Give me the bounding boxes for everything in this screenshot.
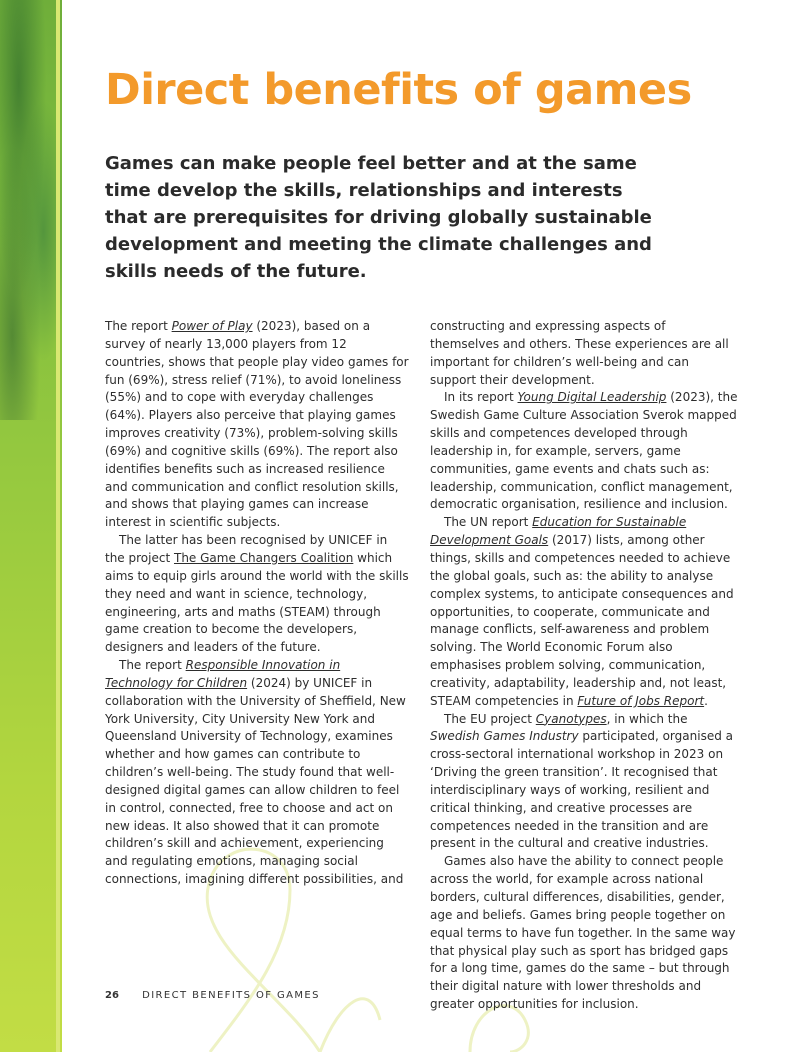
left-column — [105, 318, 410, 889]
right-column — [430, 318, 738, 1014]
paragraph: The latter has been recognised by UNICEF in the project The Game Changers Coalition which aims to equip girls around the world with the skills they need and want in science, technology, engineering, arts and maths (STEAM) through game creation to become the developers, designers and leaders of the future. — [105, 533, 409, 655]
paragraph: In its report Young Digital Leadership (2023), the Swedish Game Culture Association Sverok mapped skills and competences developed through leadership in, for example, servers, game communities, game events and chats such as: leadership, communication, conflict management, democratic organisation, resilience and inclusion. — [430, 390, 738, 512]
page-title: Direct benefits of games — [105, 65, 692, 115]
page-footer — [105, 990, 320, 1001]
paragraph: The EU project Cyanotypes, in which the Swedish Games Industry participated, organised a cross-sectoral international workshop in 2023 on ‘Driving the green transition’. It recognised that interdisciplinary ways of working, resilient and critical thinking, and creative processes are competences needed in the transition and are present in the cultural and creative industries. — [430, 711, 733, 851]
paragraph: The report Responsible Innovation in Technology for Children (2024) by UNICEF in collaboration with the University of Sheffield, New York University, City University New York and Queensland University of Technology, examines whether and how games can contribute to children’s well-being. The study found that well-designed digital games can allow children to feel in control, connected, free to choose and act on new ideas. It also showed that it can promote children’s skill and achievement, experiencing and regulating emotions, managing social connections, imagining different possibilities, and — [105, 658, 406, 887]
page-number: 26 — [105, 990, 119, 1001]
cyanotypes-link[interactable]: Cyanotypes — [535, 711, 607, 726]
lead-paragraph: Games can make people feel better and at the same time develop the skills, relationships and interests that are prerequisites for driving globally sustainable development and meeting the climate challenges and skills needs of the future. — [105, 153, 652, 282]
young-digital-leadership-link[interactable]: Young Digital Leadership — [517, 390, 667, 405]
game-changers-coalition-link[interactable]: The Game Changers Coalition — [173, 550, 354, 565]
paragraph: The report Power of Play (2023), based on a survey of nearly 13,000 players from 12 countries, shows that people play video games for fun (69%), stress relief (71%), to avoid loneliness (55%) and to cope with everyday challenges (64%). Players also perceive that playing games improves creativity (73%), problem-solving skills (69%) and cognitive skills (69%). The report also identifies benefits such as increased resilience and communication and conflict resolution skills, and shows that playing games can increase interest in scientific subjects. — [105, 319, 409, 530]
side-accent-line — [56, 0, 60, 1052]
future-of-jobs-link[interactable]: Future of Jobs Report — [577, 693, 705, 708]
paragraph: constructing and expressing aspects of themselves and others. These experiences are all important for children’s well-being and can support their development. — [430, 319, 729, 387]
section-name: DIRECT BENEFITS OF GAMES — [142, 990, 320, 1001]
responsible-innovation-link[interactable]: Responsible Innovation in Technology for Children — [105, 658, 341, 690]
strip-texture — [0, 0, 62, 420]
power-of-play-link[interactable]: Power of Play — [171, 319, 253, 333]
education-sdg-link[interactable]: Education for Sustainable Development Goals — [430, 515, 687, 548]
decorative-side-strip — [0, 0, 62, 1052]
paragraph: The UN report Education for Sustainable Development Goals (2017) lists, among other things, skills and competences needed to achieve the global goals, such as: the ability to analyse complex systems, to anticipate consequences and opportunities, to cooperate, communicate and manage conflicts, self-awareness and problem solving. The World Economic Forum also emphasises problem solving, communication, creativity, adaptability, leadership and, not least, STEAM competencies in Future of Jobs Report. — [430, 515, 734, 708]
paragraph: Games also have the ability to connect people across the world, for example across national borders, cultural differences, disabilities, gender, age and beliefs. Games bring people together on equal terms to have fun together. In the same way that physical play such as sport has bridged gaps for a long time, games do the same – but through their digital nature with lower thresholds and greater opportunities for inclusion. — [430, 854, 736, 1012]
